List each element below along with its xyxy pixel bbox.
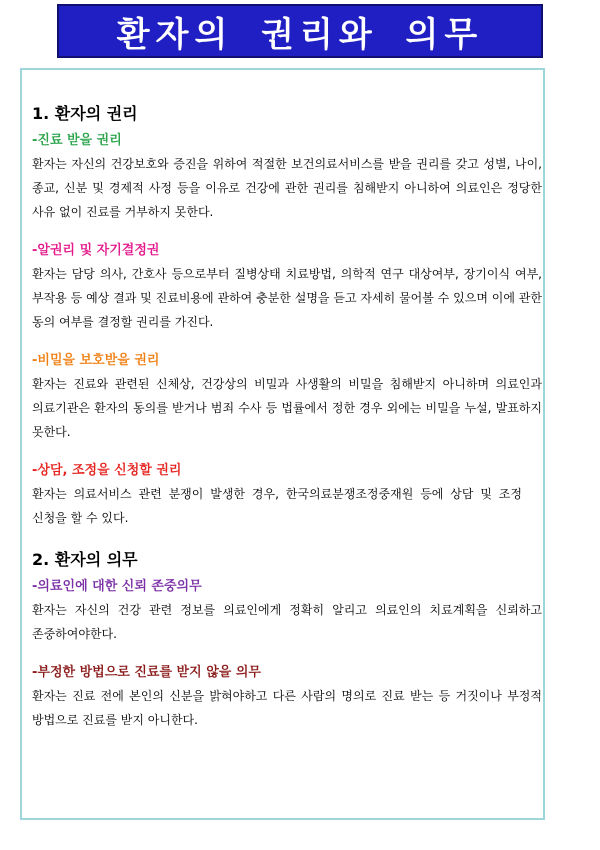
duty-honest-title: -부정한 방법으로 진료를 받지 않을 의무 — [32, 665, 261, 680]
right-treatment-body: 환자는 자신의 건강보호와 증진을 위하여 적절한 보건의료서비스를 받을 권리를 갖고 성별, 나이, 종교, 신분 및 경제적 사정 등을 이유로 건강에 관한 권리를 침해받지 아니하여 의료인은 정당한 사유 없이 진료를 거부하지 못한다. — [32, 157, 542, 219]
right-mediation-title: -상담, 조정을 신청할 권리 — [32, 463, 182, 478]
document-body — [32, 102, 542, 732]
rights-heading: 1. 환자의 권리 — [32, 104, 138, 123]
duties-heading: 2. 환자의 의무 — [32, 550, 138, 569]
right-treatment-title: -진료 받을 권리 — [32, 133, 122, 148]
right-mediation-body: 환자는 의료서비스 관련 분쟁이 발생한 경우, 한국의료분쟁조정중재원 등에 상담 및 조정 신청을 할 수 있다. — [32, 487, 522, 525]
page-title: 환자의 권리와 의무 — [116, 14, 484, 55]
right-privacy-body: 환자는 진료와 관련된 신체상, 건강상의 비밀과 사생활의 비밀을 침해받지 아니하며 의료인과 의료기관은 환자의 동의를 받거나 범죄 수사 등 법률에서 정한 경우 외에는 비밀을 누설, 발표하지 못한다. — [32, 377, 542, 439]
right-informed-consent-title: -알권리 및 자기결정권 — [32, 243, 160, 258]
right-informed-consent-body: 환자는 담당 의사, 간호사 등으로부터 질병상태 치료방법, 의학적 연구 대상여부, 장기이식 여부, 부작용 등 예상 결과 및 진료비용에 관하여 충분한 설명을 듣고 자세히 물어볼 수 있으며 이에 관한 동의 여부를 결정할 권리를 가진다. — [32, 267, 542, 329]
title-banner — [57, 4, 543, 58]
duty-honest-body: 환자는 진료 전에 본인의 신분을 밝혀야하고 다른 사람의 명의로 진료 받는 등 거짓이나 부정적 방법으로 진료를 받지 아니한다. — [32, 689, 542, 727]
duty-trust-body: 환자는 자신의 건강 관련 정보를 의료인에게 정확히 알리고 의료인의 치료계획을 신뢰하고 존중하여야한다. — [32, 603, 542, 641]
duty-trust-title: -의료인에 대한 신뢰 존중의무 — [32, 579, 202, 594]
right-privacy-title: -비밀을 보호받을 권리 — [32, 353, 160, 368]
